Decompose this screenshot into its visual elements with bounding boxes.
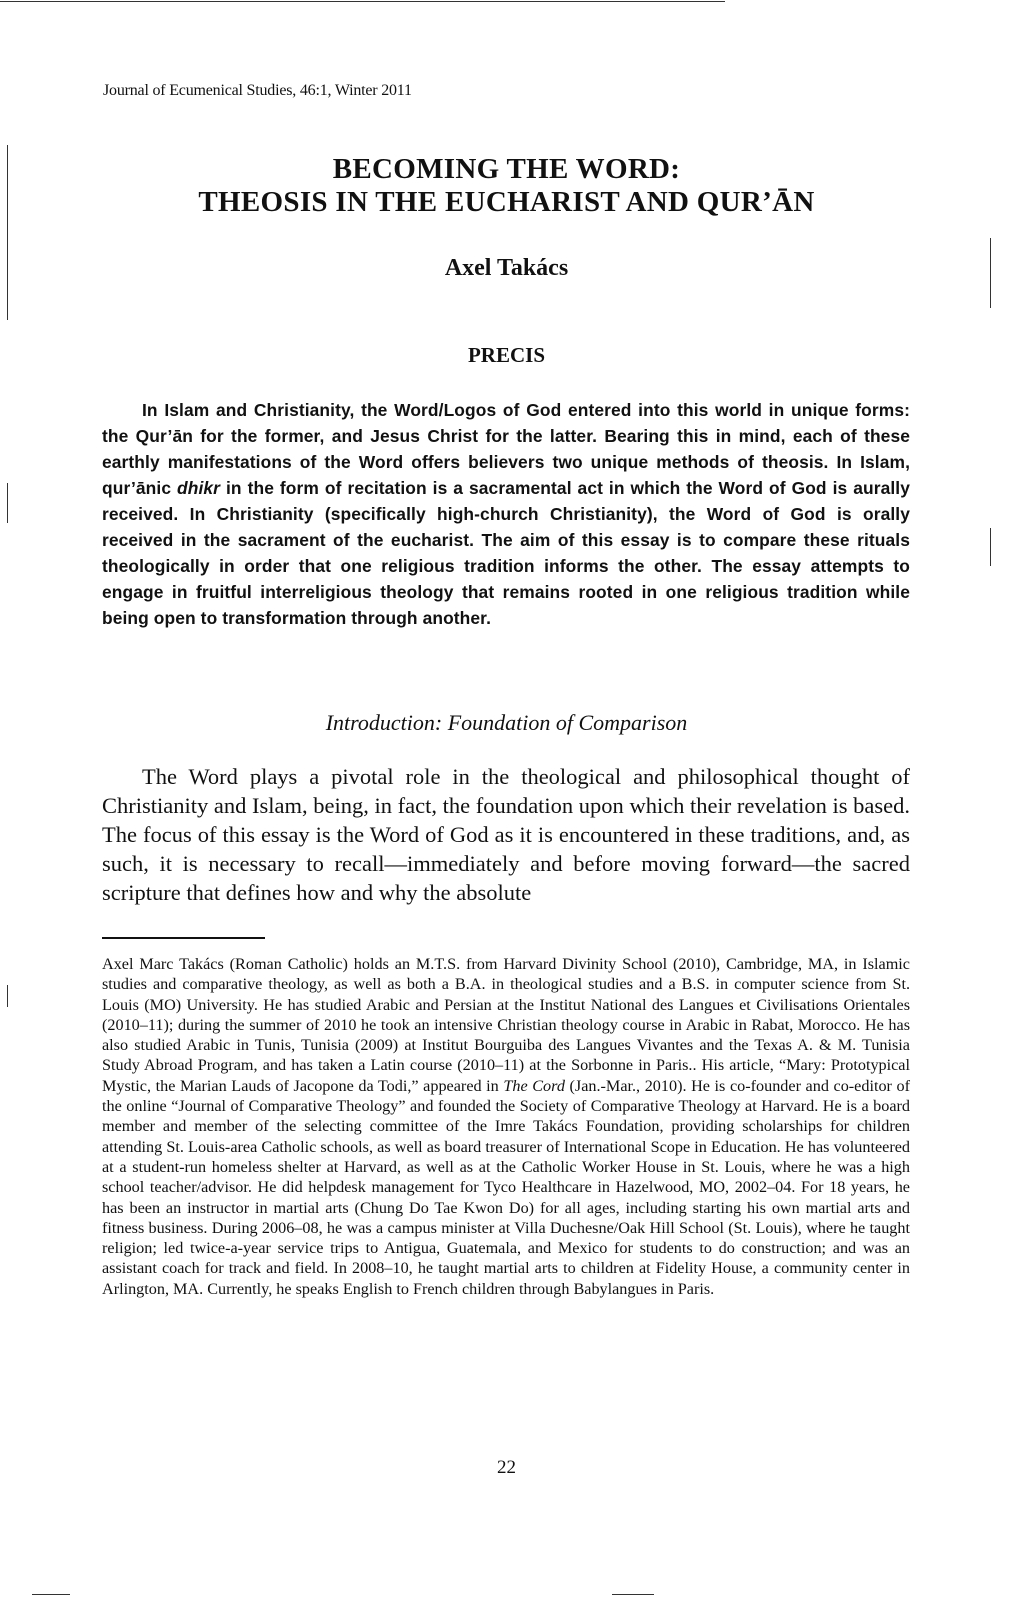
footnote-text-part-1: Axel Marc Takács (Roman Catholic) holds an M.T.S. from Harvard Divinity School (2010), Cambridge, MA, in Islamic studies and comparative theology, as well as both a B.A. in theological studies and a B.S. in computer science from St. Louis (MO) University. He has studied Arabic and Persian at the Institut National des Langues et Civilisations Orientales (2010–11); during the summer of 2010 he took an intensive Christian theology course in Arabic in Rabat, Morocco. He has also studied Arabic in Tunis, Tunisia (2009) at Institut Bourguiba des Langues Vivantes and the Texas A. & M. Tunisia Study Abroad Program, and has taken a Latin course (2010–11) at the Sorbonne in Paris.. His article, “Mary: Prototypical Mystic, the Marian Lauds of Jacopone da Todi,” appeared in bbox=[102, 955, 910, 1095]
scan-edge-line-top bbox=[0, 1, 725, 2]
scan-edge-line-left-3 bbox=[7, 985, 8, 1007]
body-paragraph: The Word plays a pivotal role in the theological and philosophical thought of Christianity and Islam, being, in fact, the foundation upon which their revelation is based. The focus of this essay is the Word of God as it is encountered in these traditions, and, as such, it is necessary to recall—immediately and before moving forward—the sacred scripture that defines how and why the absolute bbox=[102, 764, 910, 905]
scan-edge-line-bottom bbox=[32, 1594, 70, 1595]
precis-text-part-2: in the form of recitation is a sacramental act in which the Word of God is aurally received. In Christianity (specifically high-church Christianity), the Word of God is orally received in the sacrament of the eucharist. The aim of this essay is to compare these rituals theologically in order that one religious tradition informs the other. The essay attempts to engage in fruitful interreligious theology that remains rooted in one religious tradition while being open to transformation through another. bbox=[102, 478, 910, 628]
journal-header: Journal of Ecumenical Studies, 46:1, Winter 2011 bbox=[103, 82, 412, 99]
scan-edge-line-right-2 bbox=[990, 528, 991, 566]
precis-heading: PRECIS bbox=[467, 343, 546, 367]
footnote-divider bbox=[102, 937, 265, 939]
section-heading: Introduction: Foundation of Comparison bbox=[325, 710, 688, 735]
author-name: Axel Takács bbox=[444, 255, 569, 281]
article-title-line-1: BECOMING THE WORD: bbox=[332, 153, 681, 185]
precis-text-part-1: In Islam and Christianity, the Word/Logos of God entered into this world in unique forms: the Qur’ān for the former, and Jesus Christ for the latter. Bearing this in mind, each of these earthly manifestations of the Word offers believers two unique methods of theosis. In Islam, qur’ānic bbox=[102, 400, 910, 498]
footnote-publication-title: The Cord bbox=[503, 1076, 565, 1095]
precis-term-dhikr: dhikr bbox=[177, 478, 221, 498]
page-number: 22 bbox=[497, 1457, 516, 1478]
author-footnote bbox=[102, 954, 910, 1299]
precis-abstract bbox=[102, 397, 910, 631]
scan-edge-line-bottom-2 bbox=[612, 1594, 654, 1595]
article-title-line-2: THEOSIS IN THE EUCHARIST AND QUR’ĀN bbox=[198, 186, 815, 218]
scan-edge-line-left-2 bbox=[7, 483, 8, 523]
footnote-text-part-2: (Jan.-Mar., 2010). He is co-founder and co-editor of the online “Journal of Comparative Theology” and founded the Society of Comparative Theology at Harvard. He is a board member and member of the selecting committee of the Imre Takács Foundation, providing scholarships for children attending St. Louis-area Catholic schools, as well as board treasurer of International Scope in Education. He has volunteered at a student-run homeless shelter at Harvard, as well as at the Catholic Worker House in St. Louis, where he was a high school teacher/advisor. He did helpdesk management for Tyco Healthcare in Hazelwood, MO, 2002–04. For 18 years, he has been an instructor in martial arts (Chung Do Tae Kwon Do) for all ages, including starting his own martial arts and fitness business. During 2006–08, he was a campus minister at Villa Duchesne/Oak Hill School (St. Louis), where he taught religion; led twice-a-year service trips to Antigua, Guatemala, and Mexico for students to do construction; and was an assistant coach for track and field. In 2008–10, he taught martial arts to children at Fidelity House, a community center in Arlington, MA. Currently, he speaks English to French children through Babylangues in Paris. bbox=[102, 1076, 911, 1298]
